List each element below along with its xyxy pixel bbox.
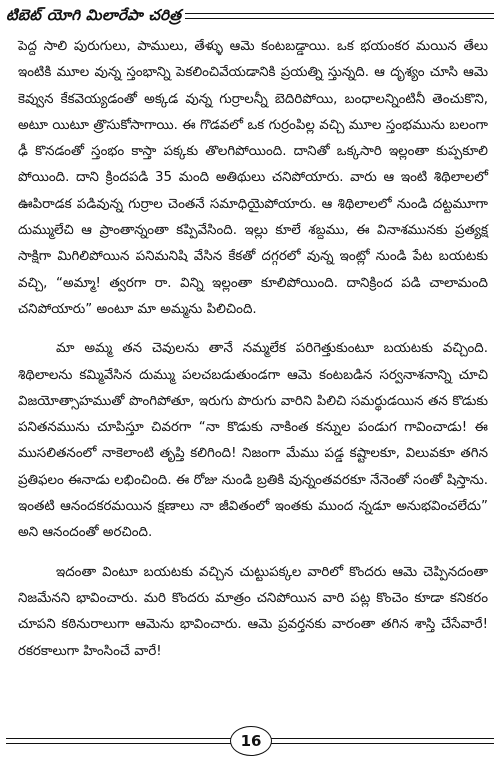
paragraph-3: ఇదంతా వింటూ బయటకు వచ్చిన చుట్టుపక్కల వారిలో కొందరు ఆమె చెప్పినదంతా నిజమేనని భావించారు. మరి కొందరు మాత్రం చనిపోయిన వారి పట్ల కొంచెం కూడా కనికరం చూపని కఠినురాలుగా ఆమెను భావించారు. ఆమె ప్రవర్తనకు వారంతా తగిన శాస్తి చేసేవారే! రకరకాలుగా హింసించే వారే! (18, 564, 488, 659)
paragraph-1: పెద్ద సాలి పురుగులు, పాములు, తేళ్ళు ఆమె కంటబడ్డాయి. ఒక భయంకర మయిన తేలు ఇంటికి మూల వున్న స్తంభాన్ని పెకలించివేయడానికి ప్రయత్ని స్తున్నది. ఆ దృశ్యం చూసి ఆమె కెవ్వున కేకవెయ్యడంతో అక్కడ వున్న గుర్రాలన్నీ బెదిరిపోయి, బంధాలన్నింటినీ తెంచుకొని, అటూ యిటూ త్రొసుకోసాగాయి. ఈ గొడవలో ఒక గుర్రంపిల్ల వచ్చి మూల స్తంభమును బలంగా ఢీ కొనడంతో స్తంభం కాస్తా పక్కకు తొలగిపోయింది. దానితో ఒక్కసారి ఇల్లంతా కుప్పకూలి పోయింది. దాని క్రిందపడి 35 మంది అతిథులు చనిపోయారు. వారు ఆ ఇంటి శిథిలాలలో ఊపిరాడక పడివున్న గుర్రాల చెంతనే సమాధియైపోయారు. ఆ శిథిలాలలో నుండి దట్టమూగా దుమ్ములేచి ఆ ప్రాంతాన్నంతా కప్పివేసింది. ఇల్లు కూలే శబ్దము, ఈ వినాశమునకు ప్రత్యక్ష సాక్షిగా మిగిలిపోయిన పనిమనిషి వేసిన కేకతో దగ్గరలో వున్న ఇంట్లో నుండి పేట బయటకు వచ్చి, “అమ్మా! త్వరగా రా. విన్ని ఇల్లంతా కూలిపోయింది. దానిక్రింద పడి చాలామంది చనిపోయారు” అంటూ మా అమ్మను పిలిచింది. (18, 39, 488, 317)
book-title: టిబెట్ యోగి మిలారేపా చరిత్ర (6, 4, 185, 26)
body-text (18, 34, 488, 665)
page-number: 16 (230, 726, 272, 756)
page-footer (6, 726, 494, 756)
paragraph-2: మా అమ్మ తన చెవులను తానే నమ్మలేక పరిగెత్తుకుంటూ బయటకు వచ్చింది. శిథిలాలను కమ్మివేసిన దుమ్ము పలచబడుతుండగా ఆమె కంటబడిన సర్వనాశనాన్ని చూచి విజయోత్సాహముతో పొంగిపోతూ, ఇరుగు పొరుగు వారిని పిలిచి సమర్థుడయిన తన కొడుకు పనితనమును చూపిస్తూ చివరగా “నా కొడుకు నాకింత కన్నుల పండుగ గావించాడు! ఈ ముసలితనంలో నాకెలాంటి తృప్తి కలిగింది! నిజంగా మేము పడ్డ కష్టాలకూ, విలువకూ తగిన ప్రతిఫలం ఈనాడు లభించింది. ఈ రోజు నుండి బ్రతికి వున్నంతవరకూ నేనెంతో సంతో షిస్తాను. ఇంతటి ఆనందకరమయిన క్షణాలు నా జీవితంలో ఇంతకు ముంద న్నడూ అనుభవించలేదు” అని ఆనందంతో అరచింది. (18, 341, 488, 541)
running-header (6, 4, 494, 26)
